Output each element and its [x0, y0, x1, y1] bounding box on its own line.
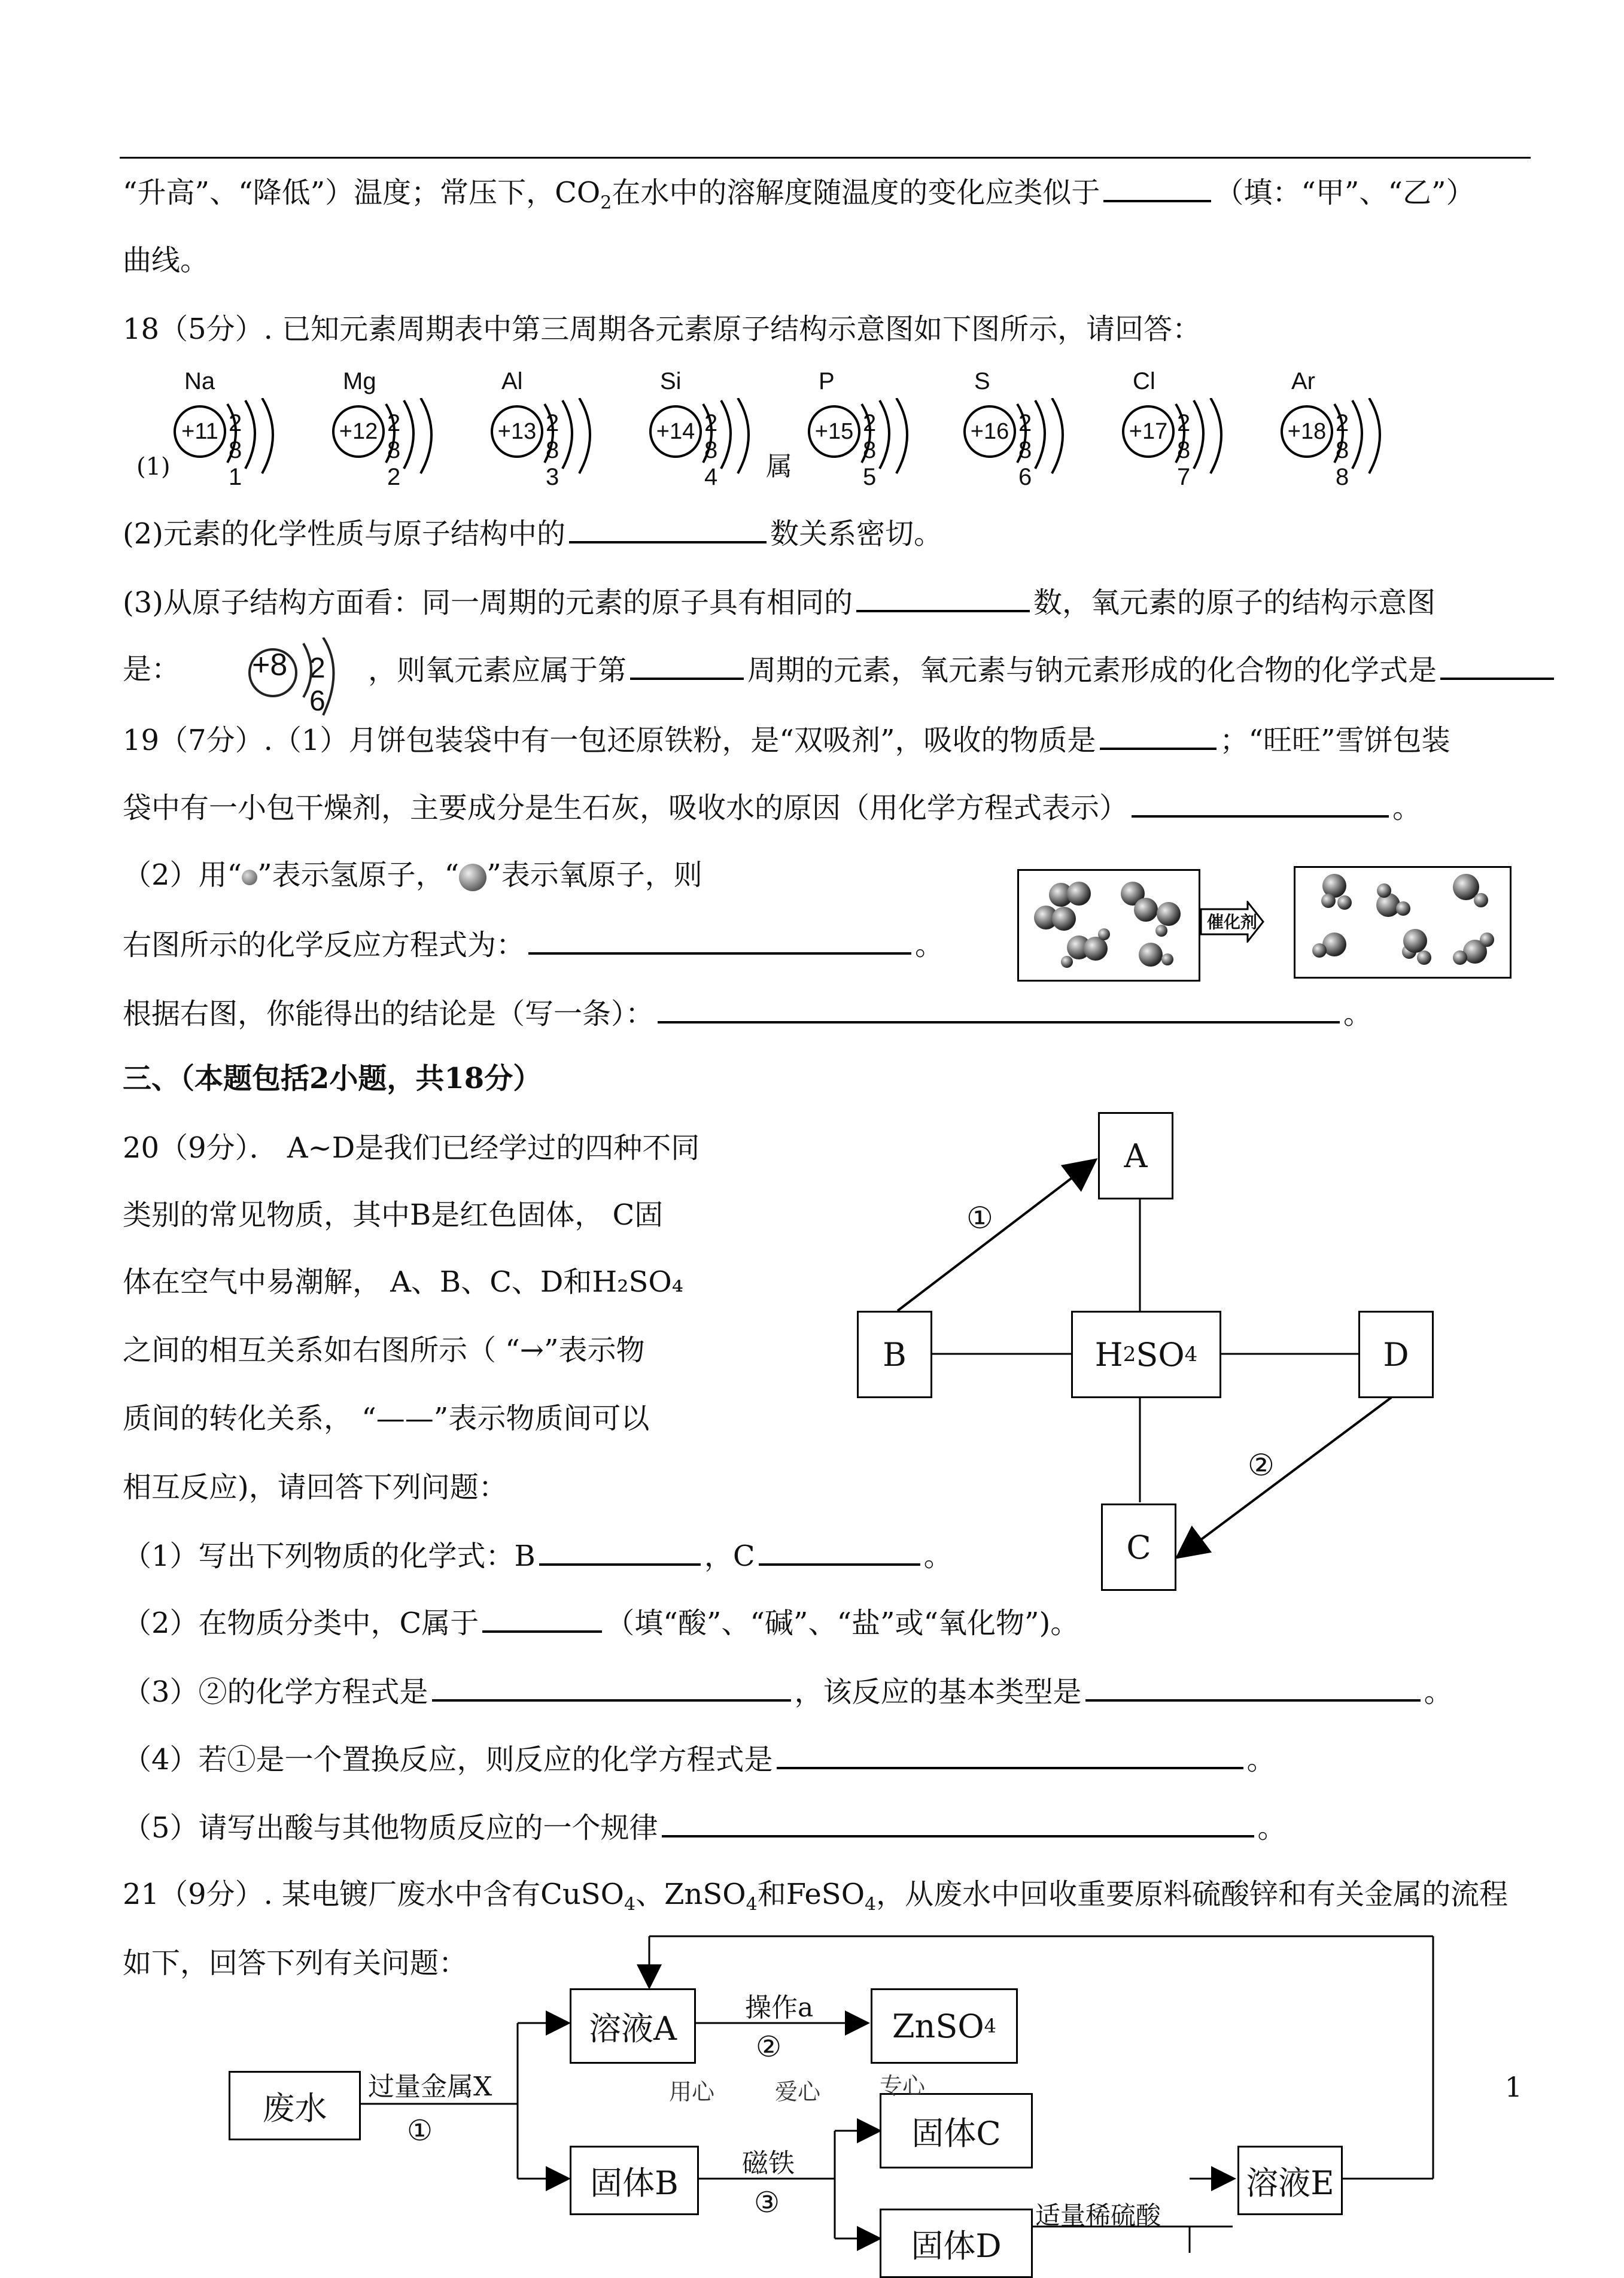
q20-q5: （5）请写出酸与其他物质反应的一个规律 。: [123, 1809, 1287, 1846]
flow-magnet: 磁铁: [742, 2148, 795, 2179]
q20-intro-1: 20（9分）． A~D是我们已经学过的四种不同: [123, 1131, 700, 1165]
q20-intro-4: 之间的相互关系如右图所示（ “→”表示物: [123, 1334, 645, 1367]
q20-intro-3: 体在空气中易潮解， A、B、C、D和H₂SO₄: [123, 1265, 683, 1299]
atom-electrons: 2 8 1: [229, 410, 245, 490]
motto-3: 专心: [880, 2073, 926, 2099]
oxygen-nucleus: +8: [252, 648, 288, 682]
q20-q4: （4）若①是一个置换反应，则反应的化学方程式是 。: [123, 1741, 1276, 1778]
q21-line2: 如下，回答下列有关问题：: [123, 1946, 468, 1980]
q20-intro-5: 质间的转化关系， “——”表示物质间可以: [123, 1402, 650, 1435]
q19-line2: 袋中有一小包干燥剂，主要成分是生石灰，吸收水的原因（用化学方程式表示） 。: [123, 789, 1421, 826]
atom-nucleus: +17: [1122, 405, 1175, 458]
motto-2: 爱心: [775, 2079, 821, 2105]
atom-symbol: Na: [184, 368, 215, 394]
flow-waste: 废水: [229, 2071, 361, 2140]
atom-nucleus: +15: [808, 405, 860, 458]
mark-1: ①: [966, 1201, 993, 1235]
motto-1: 用心: [669, 2079, 715, 2105]
catalyst-label: 催化剂: [1207, 913, 1258, 931]
q18-title: 18（5分）. 已知元素周期表中第三周期各元素原子结构示意图如下图所示，请回答：: [123, 312, 1202, 346]
q18-sub3b-label: 是：: [123, 652, 181, 686]
q18-sub2: (2)元素的化学性质与原子结构中的 数关系密切。: [123, 515, 942, 552]
atom-nucleus: +12: [332, 405, 385, 458]
atom-nucleus: +14: [649, 405, 702, 458]
flow-excess-metal: 过量金属X: [368, 2072, 492, 2102]
atom-symbol: Ar: [1291, 368, 1315, 394]
atom-nucleus: +18: [1281, 405, 1333, 458]
q20-intro-6: 相互反应)，请回答下列问题：: [123, 1471, 507, 1504]
q18-sub3: (3)从原子结构方面看：同一周期的元素的原子具有相同的 数，氧元素的原子的结构示意图: [123, 584, 1436, 621]
node-b: B: [857, 1311, 932, 1398]
flow-op-a: 操作a: [745, 1993, 814, 2023]
flow-solid-c: 固体C: [880, 2093, 1033, 2168]
atom-electrons: 2 8 4: [704, 410, 720, 490]
q21-line1: 21（9分）. 某电镀厂废水中含有CuSO$_4$、ZnSO$_4$和FeSO$_4$，从废水中回收重要原料硫酸锌和有关金属的流程: [123, 1878, 1509, 1915]
atom-electrons: 2 8 5: [863, 410, 879, 490]
flow-solution-e: 溶液E: [1237, 2146, 1343, 2215]
node-d: D: [1358, 1311, 1434, 1398]
atom-electrons: 2 8 2: [387, 410, 403, 490]
atom-symbol: Cl: [1133, 368, 1155, 394]
atom-symbol: P: [819, 368, 835, 394]
q18-sub3b: ，则氧元素应属于第 周期的元素，氧元素与钠元素形成的化合物的化学式是: [368, 651, 1558, 688]
q19-line1: 19（7分）.（1）月饼包装袋中有一包还原铁粉，是“双吸剂”，吸收的物质是 ；“旺旺”雪饼包装: [123, 721, 1450, 758]
flow-dilute-acid: 适量稀硫酸: [1035, 2201, 1161, 2230]
node-h2so4: H 2 SO 4: [1071, 1311, 1221, 1398]
atom-electrons: 2 8 3: [546, 410, 562, 490]
flow-solution-a: 溶液A: [570, 1988, 696, 2064]
node-c: C: [1101, 1504, 1176, 1591]
q18-sub1-label: (1): [136, 453, 171, 481]
q20-q3: （3）②的化学方程式是 ，该反应的基本类型是 。: [123, 1673, 1453, 1710]
q19-line4: 右图所示的化学反应方程式为： 。: [123, 926, 944, 963]
atom-symbol: Mg: [343, 368, 376, 394]
oxygen-electrons: 2 6: [309, 652, 329, 717]
atom-symbol: Al: [501, 368, 523, 394]
q19-line5: 根据右图，你能得出的结论是（写一条）： 。: [123, 995, 1372, 1032]
q20-intro-2: 类别的常见物质，其中B是红色固体， C固: [123, 1198, 664, 1232]
q17-line1: “升高”、“降低”）温度；常压下，$CO_2$在水中的溶解度随温度的变化应类似于 （填：“甲”、“乙”）: [123, 174, 1475, 221]
atom-electrons: 2 8 7: [1177, 410, 1193, 490]
q20-q2: （2）在物质分类中，C属于 （填“酸”、“碱”、“盐”或“氧化物”)。: [123, 1604, 1079, 1641]
page-number: 1: [1504, 2071, 1522, 2103]
atom-symbol: S: [974, 368, 990, 394]
atom-nucleus: +11: [174, 405, 226, 458]
flow-step-3: ③: [754, 2186, 780, 2219]
flow-znso4: ZnSO 4: [871, 1988, 1018, 2064]
q19-line3: （2）用“ ”表示氢原子，“ ”表示氧原子，则: [123, 858, 702, 892]
flow-step-1: ①: [407, 2114, 433, 2148]
atom-symbol: Si: [660, 368, 682, 394]
q17-line2: 曲线。: [123, 244, 209, 277]
flow-solid-b: 固体B: [570, 2146, 699, 2215]
atom-nucleus: +16: [963, 405, 1016, 458]
flow-step-2: ②: [756, 2030, 782, 2064]
section-3-heading: 三、（本题包括2小题，共18分）: [123, 1062, 542, 1095]
atom-electrons: 2 8 6: [1018, 410, 1035, 490]
q18-sub1-tail: 属: [766, 451, 792, 482]
mark-2: ②: [1248, 1448, 1275, 1483]
atom-nucleus: +13: [491, 405, 543, 458]
node-a: A: [1098, 1112, 1173, 1199]
flow-solid-d: 固体D: [880, 2209, 1033, 2278]
q20-q1: （1）写出下列物质的化学式：B ，C 。: [123, 1537, 953, 1574]
atom-electrons: 2 8 8: [1336, 410, 1352, 490]
